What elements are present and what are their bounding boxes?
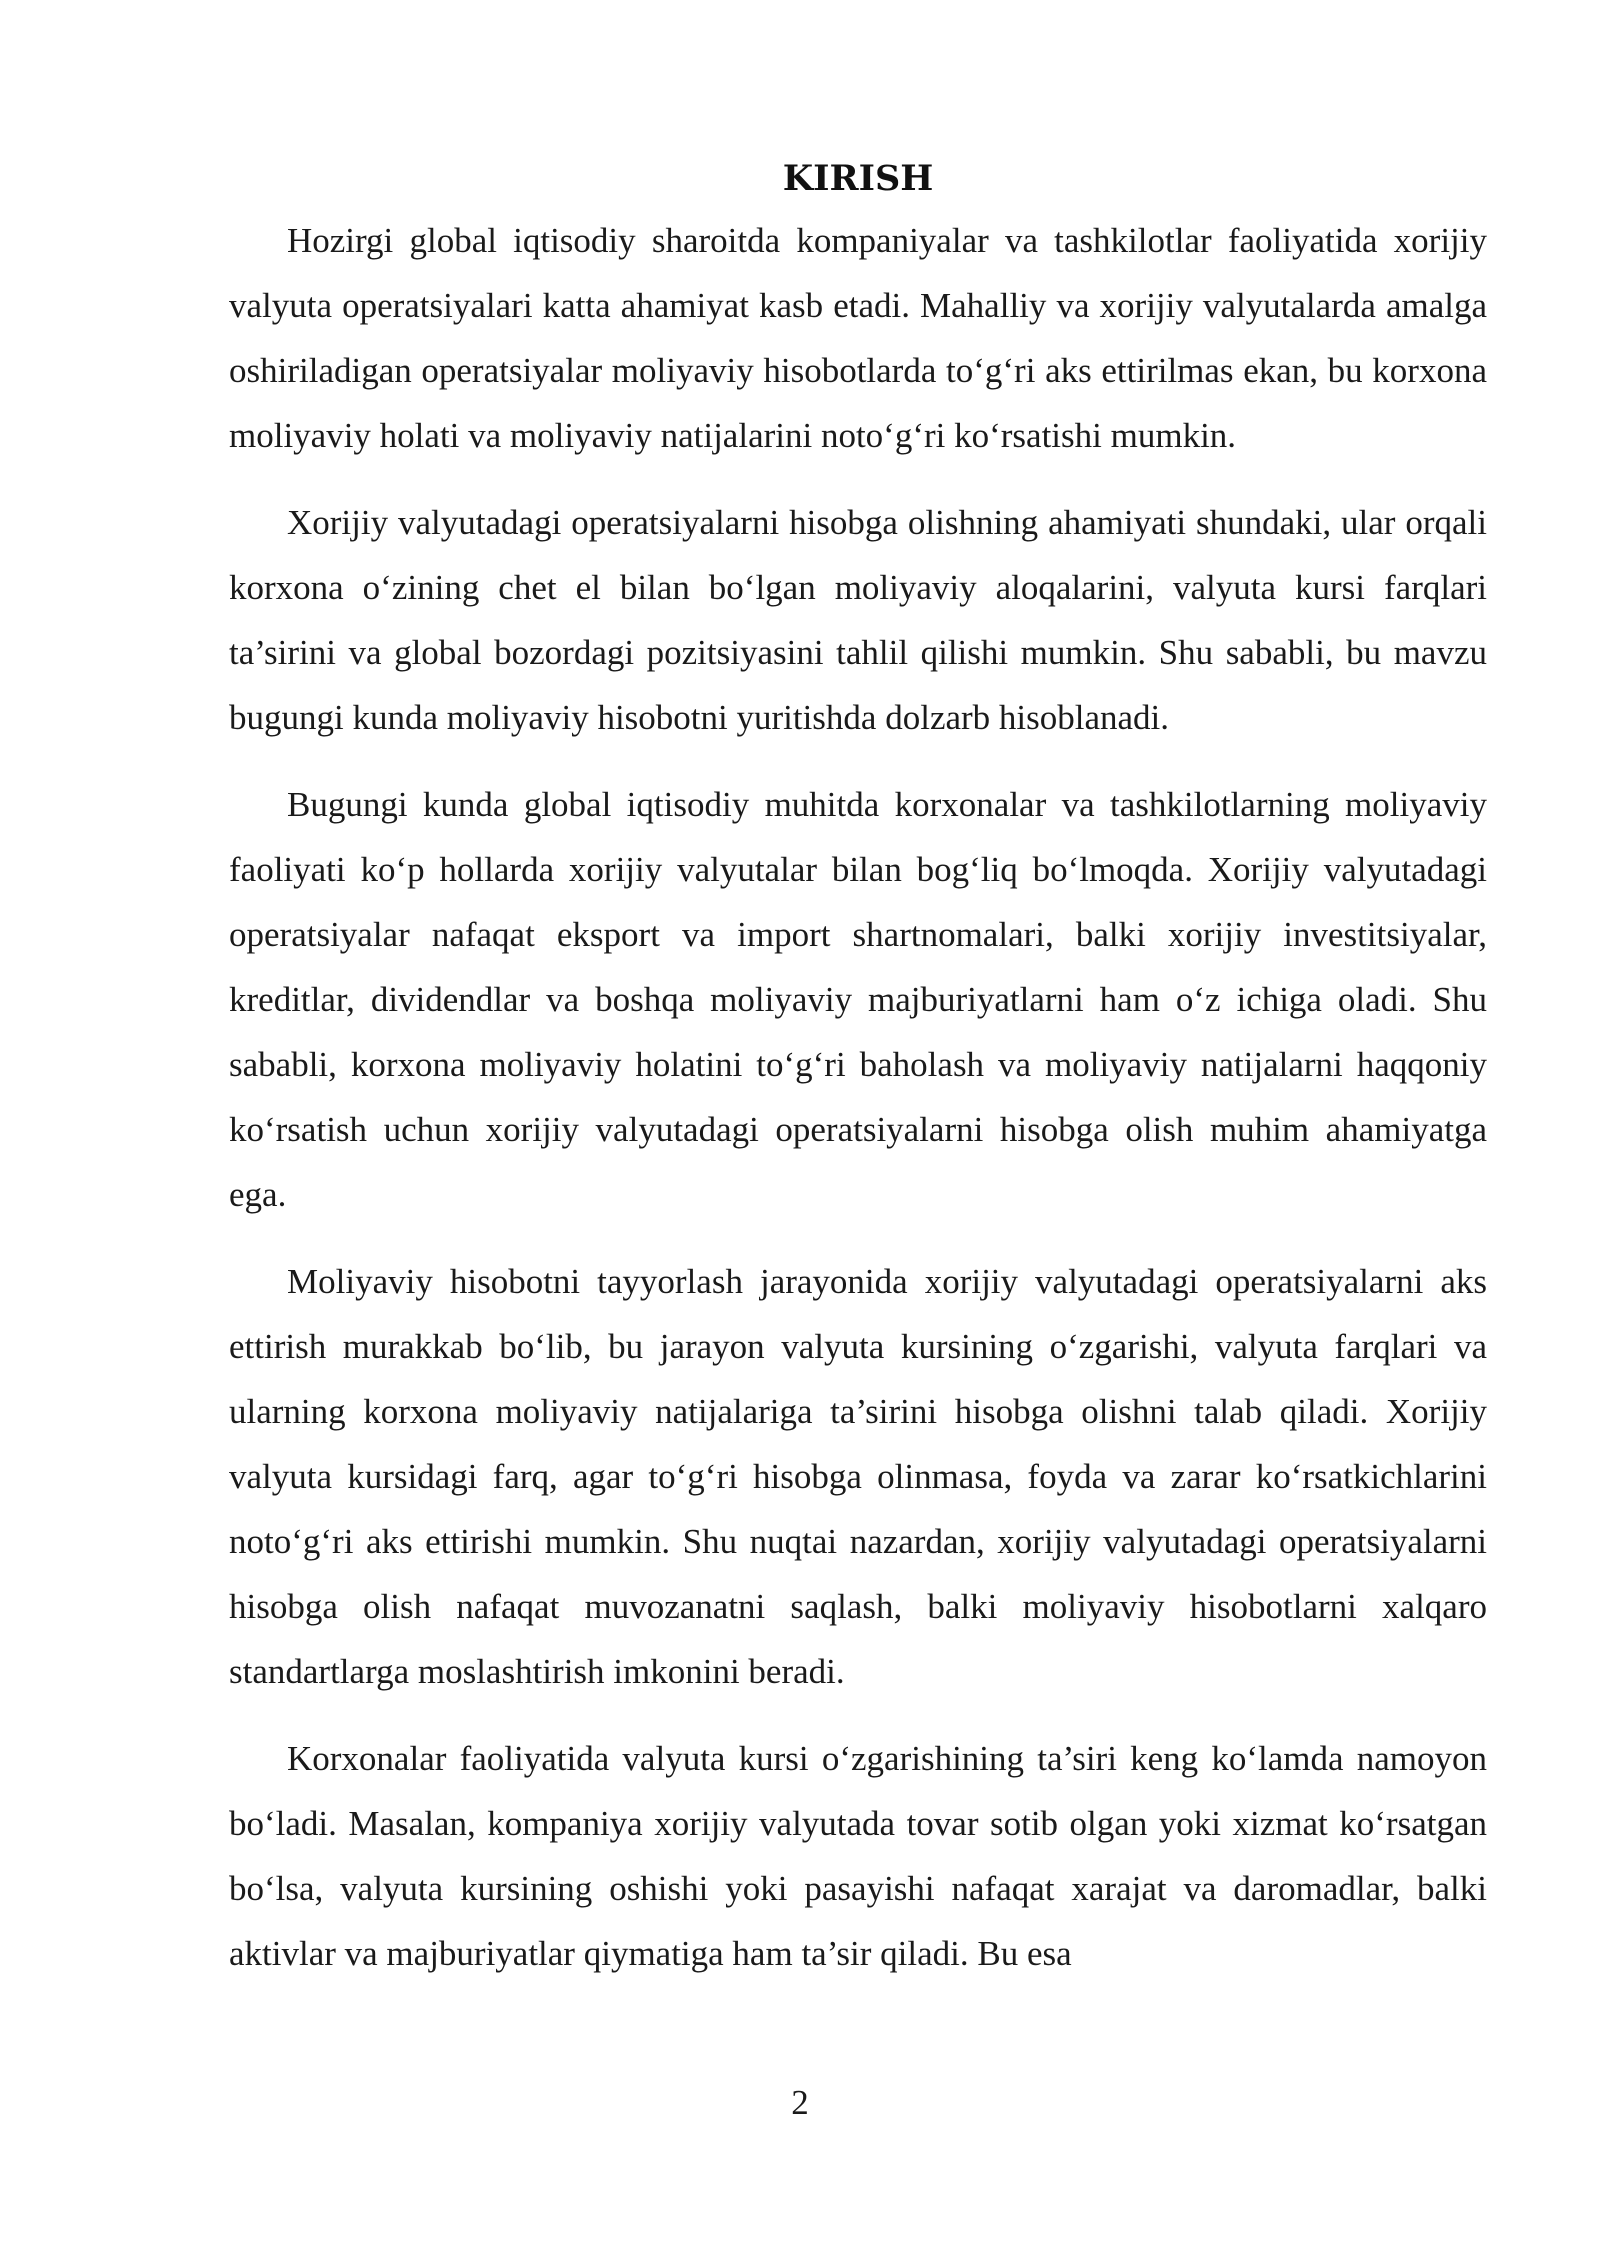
paragraph-1: Hozirgi global iqtisodiy sharoitda kompaniyalar va tashkilotlar faoliyatida xorijiy valyuta operatsiyalari katta ahamiyat kasb etadi. Mahalliy va xorijiy valyutalarda amalga oshiriladigan operatsiyalar moliyaviy hisobotlarda to‘g‘ri aks ettirilmas ekan, bu korxona moliyaviy holati va moliyaviy natijalarini noto‘g‘ri ko‘rsatishi mumkin. <box>229 221 1487 455</box>
paragraph-3: Bugungi kunda global iqtisodiy muhitda korxonalar va tashkilotlarning moliyaviy faoliyati ko‘p hollarda xorijiy valyutalar bilan bog‘liq bo‘lmoqda. Xorijiy valyutadagi operatsiyalar nafaqat eksport va import shartnomalari, balki xorijiy investitsiyalar, kreditlar, dividendlar va boshqa moliyaviy majburiyatlarni ham o‘z ichiga oladi. Shu sababli, korxona moliyaviy holatini to‘g‘ri baholash va moliyaviy natijalarni haqqoniy ko‘rsatish uchun xorijiy valyutadagi operatsiyalarni hisobga olish muhim ahamiyatga ega. <box>229 785 1487 1214</box>
paragraph-5: Korxonalar faoliyatida valyuta kursi o‘zgarishining ta’siri keng ko‘lamda namoyon bo‘ladi. Masalan, kompaniya xorijiy valyutada tovar sotib olgan yoki xizmat ko‘rsatgan bo‘lsa, valyuta kursining oshishi yoki pasayishi nafaqat xarajat va daromadlar, balki aktivlar va majburiyatlar qiymatiga ham ta’sir qiladi. Bu esa <box>229 1739 1487 1973</box>
section-title: KIRISH <box>782 158 934 199</box>
paragraph-4: Moliyaviy hisobotni tayyorlash jarayonida xorijiy valyutadagi operatsiyalarni aks ettirish murakkab bo‘lib, bu jarayon valyuta kursining o‘zgarishi, valyuta farqlari va ularning korxona moliyaviy natijalariga ta’sirini hisobga olishni talab qiladi. Xorijiy valyuta kursidagi farq, agar to‘g‘ri hisobga olinmasa, foyda va zarar ko‘rsatkichlarini noto‘g‘ri aks ettirishi mumkin. Shu nuqtai nazardan, xorijiy valyutadagi operatsiyalarni hisobga olish nafaqat muvozanatni saqlash, balki moliyaviy hisobotlarni xalqaro standartlarga moslashtirish imkonini beradi. <box>229 1262 1487 1691</box>
paragraph-2: Xorijiy valyutadagi operatsiyalarni hisobga olishning ahamiyati shundaki, ular orqali korxona o‘zining chet el bilan bo‘lgan moliyaviy aloqalarini, valyuta kursi farqlari ta’sirini va global bozordagi pozitsiyasini tahlil qilishi mumkin. Shu sababli, bu mavzu bugungi kunda moliyaviy hisobotni yuritishda dolzarb hisoblanadi. <box>229 503 1487 737</box>
page-content <box>229 150 1487 1986</box>
page-number: 2 <box>791 2083 809 2122</box>
